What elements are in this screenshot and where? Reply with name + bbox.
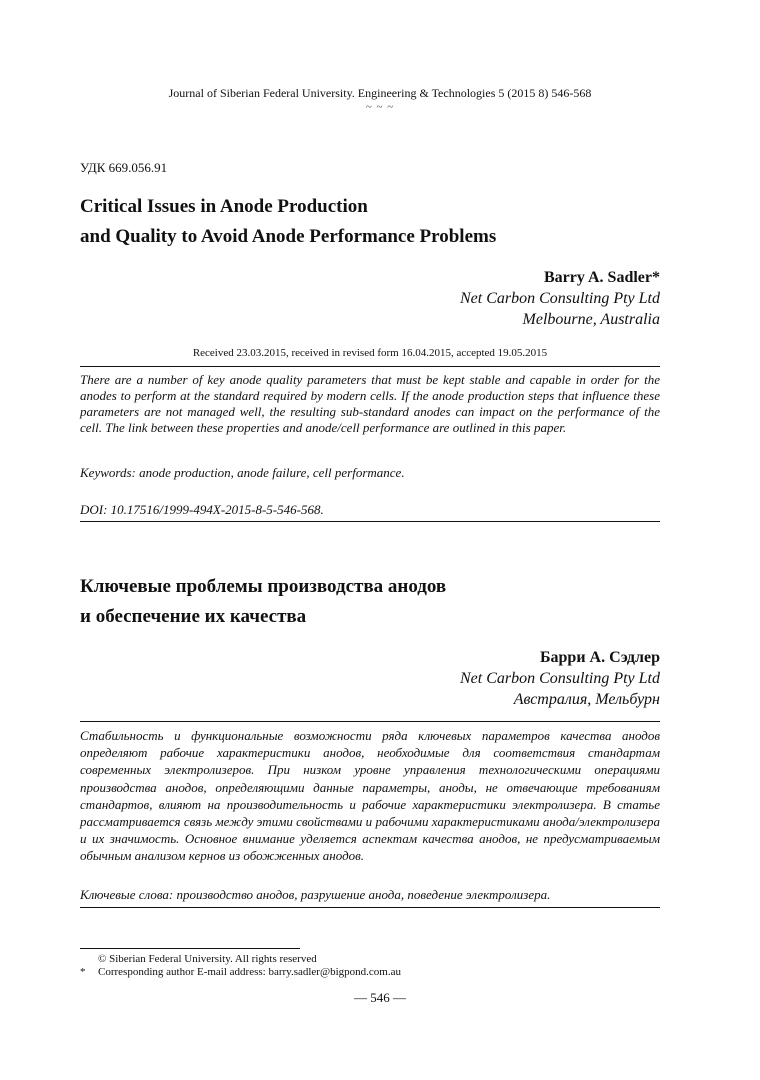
russian-affiliation-city: Австралия, Мельбурн [513,691,660,708]
english-author-block [460,267,660,330]
doi: DOI: 10.17516/1999-494X-2015-8-5-546-568. [80,502,324,517]
russian-bottom-rule [80,907,660,908]
russian-title-line-1: Ключевые проблемы производства анодов [80,576,447,597]
abstract-top-rule [80,366,660,367]
udk-code: УДК 669.056.91 [80,160,168,175]
page-number: — 546 — [354,990,406,1005]
footnote-asterisk: * [80,966,86,978]
russian-title-line-2: и обеспечение их качества [80,606,307,627]
header-ornament: ~ ~ ~ [365,101,395,113]
journal-header: Journal of Siberian Federal University. Engineering & Technologies 5 (2015 8) 546-568 [168,86,592,100]
russian-abstract: Стабильность и функциональные возможности ряда ключевых параметров качества анодов определяют рабочие характеристики анодов, необходимые для соответствия стандартам современных электролизеров. При низком уровне управления технологическими операциями производства анодов, определяющими данные параметры, аноды, не отвечающие требованиям стандартов, влияют на производительность и рабочие характеристики электролизера. В статье рассматривается связь между этими свойствами и рабочими характеристиками анода/электролизера и их значимость. Основное внимание уделяется аспектам качества анодов, не предусматриваемым обычным анализом кернов из обожженных анодов. [80,728,660,864]
english-abstract: There are a number of key anode quality parameters that must be kept stable and capable in order for the anodes to perform at the standard required by modern cells. If the anode production steps that influence these parameters are not managed well, the resulting sub-standard anodes can impact on the performance of the cell. The link between these properties and anode/cell performance are outlined in this paper. [80,372,660,435]
russian-keywords: Ключевые слова: производство анодов, разрушение анода, поведение электролизера. [80,887,551,902]
russian-author-block [460,647,660,710]
copyright-footnote: © Siberian Federal University. All rights reserved [98,953,317,965]
footnote-rule [80,948,300,949]
russian-abstract-top-rule [80,721,660,722]
english-author-name: Barry A. Sadler* [544,269,660,286]
english-affiliation-org: Net Carbon Consulting Pty Ltd [459,290,660,307]
english-affiliation-city: Melbourne, Australia [522,311,660,328]
english-title-line-1: Critical Issues in Anode Production [80,196,368,217]
received-dates: Received 23.03.2015, received in revised form 16.04.2015, accepted 19.05.2015 [192,347,548,359]
russian-affiliation-org: Net Carbon Consulting Pty Ltd [459,670,660,687]
english-bottom-rule [80,521,660,522]
corresponding-author-footnote: Corresponding author E-mail address: barry.sadler@bigpond.com.au [98,966,401,978]
english-keywords: Keywords: anode production, anode failure, cell performance. [80,465,405,480]
russian-author-name: Барри А. Сэдлер [539,649,660,666]
english-title-line-2: and Quality to Avoid Anode Performance Problems [80,226,497,247]
